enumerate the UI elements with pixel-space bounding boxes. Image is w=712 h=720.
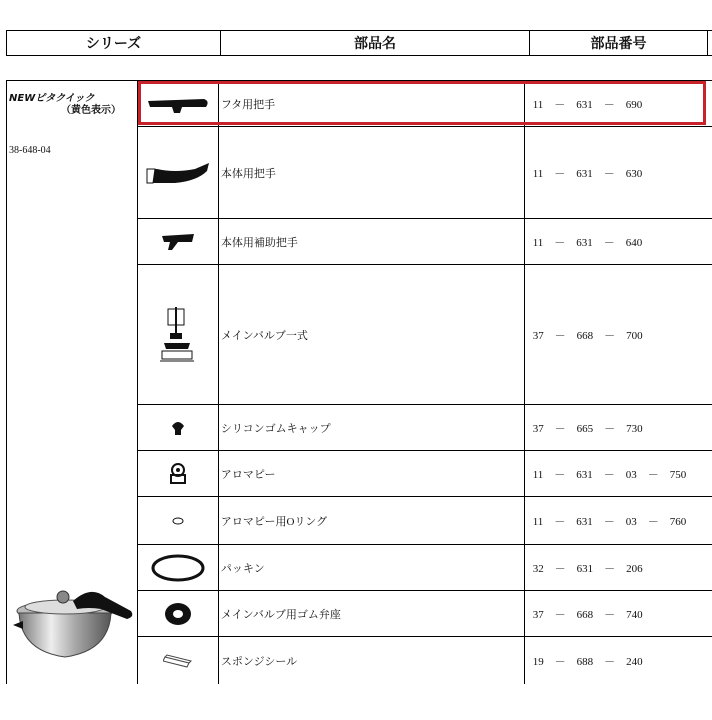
o-ring-icon — [138, 497, 219, 544]
header-part-name: 部品名 — [221, 31, 530, 55]
part-number: 11 － 631 － 640 — [532, 236, 643, 249]
table-header — [6, 30, 712, 56]
body-handle-icon — [138, 127, 219, 218]
part-name: アロマピー用Oリング — [219, 497, 525, 544]
series-name-line1: NEWピタクイック — [9, 93, 95, 104]
part-name: メインバルブ一式 — [219, 265, 525, 404]
aroma-pea-icon — [138, 451, 219, 496]
part-number: 37 － 668 － 740 — [532, 608, 643, 621]
table-row — [138, 264, 712, 404]
part-number: 37 － 668 － 700 — [532, 329, 643, 342]
table-row — [138, 590, 712, 636]
header-series: シリーズ — [7, 31, 221, 55]
part-name: シリコンゴムキャップ — [219, 405, 525, 450]
silicone-cap-icon — [138, 405, 219, 450]
lid-handle-icon — [138, 81, 219, 126]
series-code: 38-648-04 — [9, 145, 51, 156]
valve-seat-icon — [138, 591, 219, 636]
part-name: アロマピー — [219, 451, 525, 496]
sponge-seal-icon — [138, 637, 219, 684]
parts-table — [6, 80, 712, 720]
table-row — [138, 544, 712, 590]
part-number: 11 － 631 － 630 — [532, 167, 643, 180]
table-row — [138, 218, 712, 264]
part-number: 11 － 631 － 690 — [532, 98, 643, 111]
part-name: 本体用補助把手 — [219, 219, 525, 264]
aux-handle-icon — [138, 219, 219, 264]
table-row — [138, 404, 712, 450]
table-row — [138, 636, 712, 684]
pressure-cooker-image — [13, 581, 135, 668]
main-valve-icon — [138, 265, 219, 404]
table-row — [138, 450, 712, 496]
part-name: フタ用把手 — [219, 81, 525, 126]
part-number: 37 － 665 － 730 — [532, 422, 643, 435]
part-name: メインバルブ用ゴム弁座 — [219, 591, 525, 636]
part-number: 19 － 688 － 240 — [532, 655, 643, 668]
table-row — [138, 496, 712, 544]
part-number: 11 － 631 － 03 － 760 — [532, 515, 687, 528]
part-number: 32 － 631 － 206 — [532, 562, 643, 575]
series-name — [9, 93, 121, 117]
part-name: パッキン — [219, 545, 525, 590]
part-number: 11 － 631 － 03 － 750 — [532, 468, 687, 481]
header-part-number: 部品番号 — [530, 31, 708, 55]
part-name: 本体用把手 — [219, 127, 525, 218]
series-column — [6, 80, 138, 684]
part-name: スポンジシール — [219, 637, 525, 684]
table-row — [138, 126, 712, 218]
series-name-line2: （黄色表示） — [61, 105, 121, 116]
table-row — [138, 80, 712, 126]
gasket-icon — [138, 545, 219, 590]
